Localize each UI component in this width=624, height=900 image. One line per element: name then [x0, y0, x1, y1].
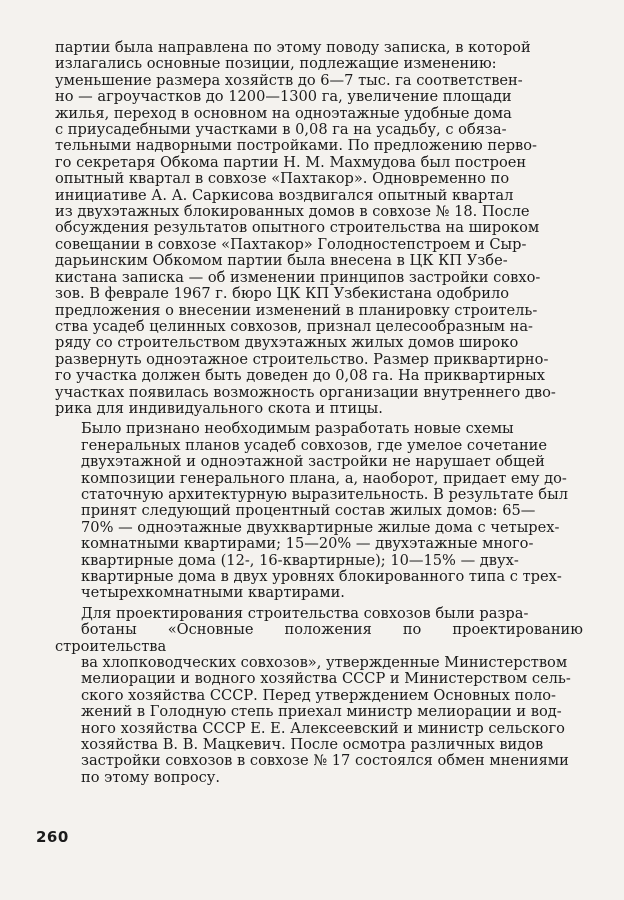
text-line: жений в Голодную степь приехал министр мелиорации и вод- — [81, 703, 562, 721]
text-line: ства усадеб целинных совхозов, признал целесообразным на- — [55, 317, 533, 335]
text-line: генеральных планов усадеб совхозов, где умелое сочетание — [81, 436, 548, 454]
text-line: жилья, переход в основном на одноэтажные удобные дома — [55, 104, 512, 122]
text-line: го секретаря Обкома партии Н. М. Махмудова был построен — [55, 153, 527, 171]
text-line: ва хлопководческих совхозов», утвержденные Министерством — [81, 654, 568, 672]
paragraph — [55, 40, 583, 417]
text-line: по этому вопросу. — [81, 768, 221, 786]
text-line: тельными надворными постройками. По предложению перво- — [55, 137, 537, 155]
text-line: застройки совхозов в совхозе № 17 состоялся обмен мнениями — [81, 752, 569, 770]
text-line: развернуть одноэтажное строительство. Размер приквартирно- — [55, 350, 549, 368]
text-line: Для проектирования строительства совхозов были разра- — [81, 604, 529, 622]
text-line: квартирные дома в двух уровнях блокированного типа с трех- — [81, 568, 562, 585]
text-line: ного хозяйства СССР Е. Е. Алексеевский и министр сельского — [81, 719, 565, 737]
text-line: обсуждения результатов опытного строительства на широком — [55, 219, 540, 237]
text-line: статочную архитектурную выразительность. В результате был — [81, 485, 568, 503]
text-line: но — агроучастков до 1200—1300 га, увеличение площади — [55, 88, 512, 106]
text-line: зов. В феврале 1967 г. бюро ЦК КП Узбекистана одобрило — [55, 285, 510, 303]
text-line: предложения о внесении изменений в планировку строитель- — [55, 301, 538, 319]
text-line: квартирные дома (12-, 16-квартирные); 10—15% — двух- — [81, 551, 519, 569]
text-line: принят следующий процентный состав жилых домов: 65— — [81, 502, 536, 520]
paragraph — [55, 606, 583, 786]
text-line: 70% — одноэтажные двухквартирные жилые дома с четырех- — [81, 518, 560, 536]
text-line: ботаны «Основные положения по проектированию строительства — [55, 621, 583, 655]
text-line: рика для индивидуального скота и птицы. — [55, 399, 383, 417]
text-line: Было признано необходимым разработать новые схемы — [81, 420, 514, 438]
body-text — [55, 40, 583, 786]
text-line: с приусадебными участками в 0,08 га на усадьбу, с обяза- — [55, 121, 507, 139]
text-line: уменьшение размера хозяйств до 6—7 тыс. га соответствен- — [55, 71, 523, 89]
text-line: комнатными квартирами; 15—20% — двухэтажные много- — [81, 535, 534, 553]
page-number: 260 — [36, 828, 69, 846]
text-line: излагались основные позиции, подлежащие изменению: — [55, 55, 497, 73]
text-line: двухэтажной и одноэтажной застройки не нарушает общей — [81, 453, 545, 471]
text-line: участках появилась возможность организации внутреннего дво- — [55, 383, 556, 401]
text-line: мелиорации и водного хозяйства СССР и Министерством сель- — [81, 670, 571, 688]
text-line: дарьинским Обкомом партии была внесена в ЦК КП Узбе- — [55, 252, 508, 270]
text-line: ского хозяйства СССР. Перед утверждением Основных поло- — [81, 686, 556, 704]
text-line: инициативе А. А. Саркисова воздвигался опытный квартал — [55, 186, 514, 204]
text-line: партии была направлена по этому поводу записка, в которой — [55, 39, 531, 56]
text-line: го участка должен быть доведен до 0,08 га. На приквартирных — [55, 367, 545, 385]
text-line: четырехкомнатными квартирами. — [81, 584, 345, 602]
text-line: совещании в совхозе «Пахтакор» Голодностепстроем и Сыр- — [55, 235, 527, 253]
text-line: опытный квартал в совхозе «Пахтакор». Одновременно по — [55, 170, 510, 188]
text-line: композиции генерального плана, а, наоборот, придает ему до- — [81, 469, 567, 487]
text-line: ряду со строительством двухэтажных жилых домов широко — [55, 334, 519, 352]
text-line: из двухэтажных блокированных домов в совхозе № 18. После — [55, 203, 530, 221]
text-line: кистана записка — об изменении принципов застройки совхо- — [55, 268, 541, 286]
paragraph — [55, 421, 583, 601]
text-line: хозяйства В. В. Мацкевич. После осмотра различных видов — [81, 736, 544, 754]
